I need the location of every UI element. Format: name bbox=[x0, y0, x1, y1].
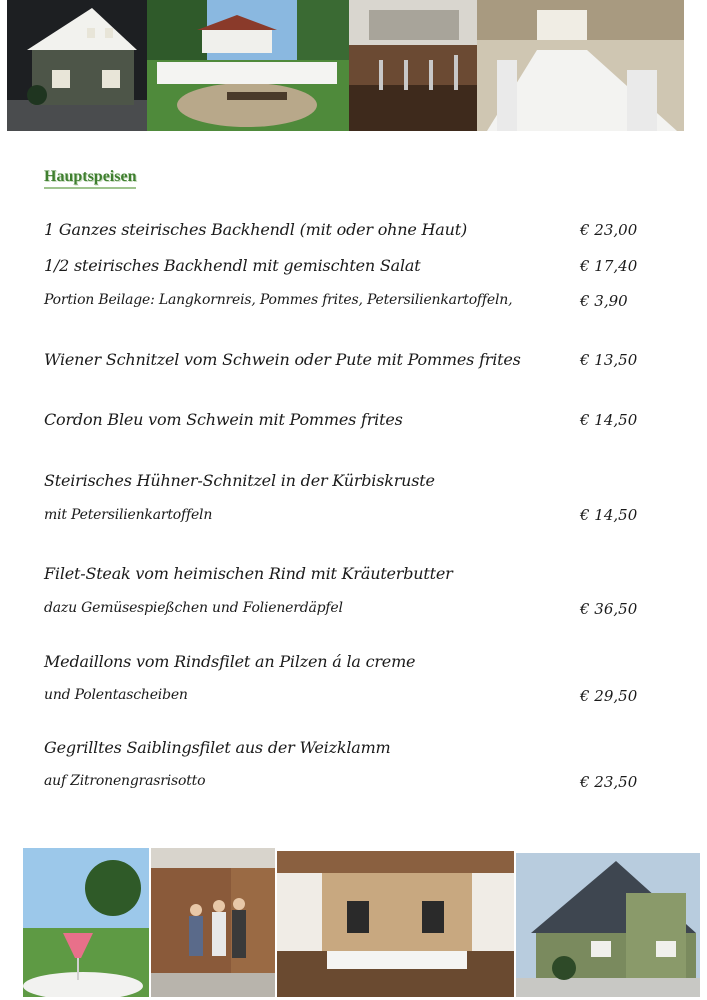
menu-item-price: € 23,00 bbox=[580, 221, 638, 239]
family-portrait-photo bbox=[151, 848, 275, 997]
menu-item-name: Filet-Steak vom heimischen Rind mit Kräuterbutter bbox=[44, 564, 453, 583]
menu-item-description: und Polentascheiben bbox=[44, 687, 188, 703]
menu-item-description: mit Petersilienkartoffeln bbox=[44, 507, 213, 523]
menu-item-price: € 3,90 bbox=[580, 292, 628, 310]
menu-item-price: € 14,50 bbox=[580, 411, 638, 429]
menu-item-price: € 29,50 bbox=[580, 687, 638, 705]
menu-item-description: dazu Gemüsespießchen und Folienerdäpfel bbox=[44, 600, 343, 616]
section-heading: Hauptspeisen bbox=[44, 168, 136, 189]
menu-item-name: Portion Beilage: Langkornreis, Pommes frites, Petersilienkartoffeln, bbox=[44, 292, 513, 308]
menu-item-name: Wiener Schnitzel vom Schwein oder Pute mit Pommes frites bbox=[44, 350, 521, 369]
cocktail-garden-photo bbox=[23, 848, 149, 997]
dining-room-photo bbox=[277, 851, 514, 997]
menu-item-name: Medaillons vom Rindsfilet an Pilzen á la creme bbox=[44, 652, 416, 671]
menu-item-name: Cordon Bleu vom Schwein mit Pommes frites bbox=[44, 410, 403, 429]
menu-item-name: 1/2 steirisches Backhendl mit gemischten Salat bbox=[44, 256, 421, 275]
menu-item-name: 1 Ganzes steirisches Backhendl (mit oder ohne Haut) bbox=[44, 220, 467, 239]
menu-item-price: € 13,50 bbox=[580, 351, 638, 369]
menu-item-price: € 17,40 bbox=[580, 257, 638, 275]
menu-item-price: € 36,50 bbox=[580, 600, 638, 618]
menu-item-price: € 14,50 bbox=[580, 506, 638, 524]
menu-item-name: Steirisches Hühner-Schnitzel in der Kürbiskruste bbox=[44, 471, 435, 490]
house-night-photo bbox=[7, 0, 147, 131]
menu-item-description: auf Zitronengrasrisotto bbox=[44, 773, 206, 789]
inn-exterior-photo bbox=[516, 853, 700, 997]
banquet-hall-photo bbox=[477, 0, 684, 131]
menu-item-name: Gegrilltes Saiblingsfilet aus der Weizklamm bbox=[44, 738, 391, 757]
bar-counter-photo bbox=[349, 0, 477, 131]
beer-garden-photo bbox=[147, 0, 349, 131]
menu-item-price: € 23,50 bbox=[580, 773, 638, 791]
